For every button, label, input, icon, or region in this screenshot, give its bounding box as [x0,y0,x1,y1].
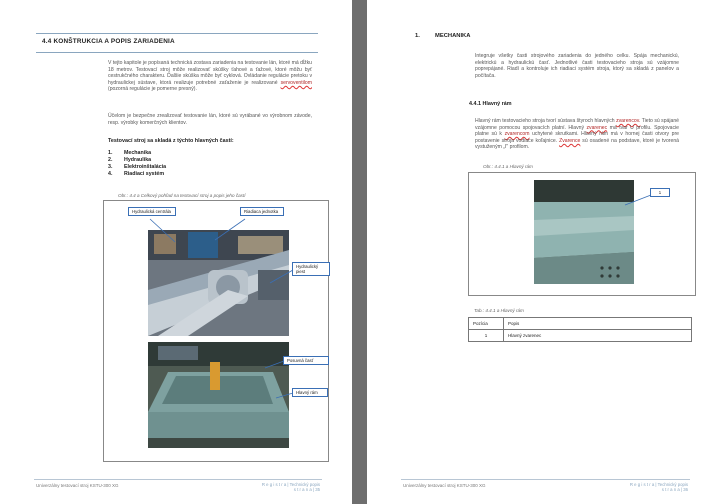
mechanics-intro: Integruje všetky časti strojového zariadenia do jedného celku. Spája mechanickú, elektrickú a hydraulickú časť. Jednotlivé časti testovacieho stroja sú vzájomne poprepájané. Riadí a kontroluje ich riadiaci systém stroja, ktorý sa skladá z panelov a počítača. [475,53,679,79]
list-item: 1. Mechanika [108,150,152,156]
callout-position-1: 1 [650,188,670,197]
table-row: 1 Hlavný zvarenec [469,330,692,342]
footer-meta: R e g i s t r a | Technický popis s t r a n a | 36 [629,482,688,492]
parts-table [468,317,692,342]
list-item: 2. Hydraulika [108,157,152,163]
callout-lines [0,0,352,504]
callout-lines [367,0,720,504]
list-heading: Testovací stroj sa skladá z týchto hlavných častí: [108,138,234,144]
page-number: s t r a n a | 36 [661,487,688,492]
list-item: 4. Riadiaci systém [108,171,165,177]
footer-product: Univerzálny testovací stroj KSTU-300 XG [403,483,486,488]
list-item: 3. Elektroinštalácia [108,164,167,170]
subsection-heading: 4.4.1 Hlavný rám [469,101,512,107]
footer [34,479,322,492]
frame-paragraph: Hlavný rám testovacieho stroja tvorí sústava štyroch hlavných zvarencov. Tieto sú spájané vzájomne pomocou spojovacích platní. Hlavný zvarenec má tvar U profilu. Spojovacie platne sú k zvarencom uchytené skrutkami. Hlavný rám má v hornej časti otvory pre postavenie stroja vodiace koľajnice. Zvarence sú osadené na podstave, ktoré je tvorená vystuženým „I" profilom. [475,118,680,151]
footer-product: Univerzálny testovací stroj KSTU-300 XG [36,483,119,488]
callout-hydraulic-cylinder: Hydraulický piest [292,262,330,276]
right-page [367,0,720,504]
page-number: s t r a n a | 35 [293,487,320,492]
section-heading: 4.4 KONŠTRUKCIA A POPIS ZARIADENIA [42,38,175,45]
table-caption: Tab.: 4.4.1 a Hlavný rám [474,308,524,313]
figure-caption: Obr.: 4.4 a Celkový pohľad na testovací stroj a popis jeho častí [118,193,246,198]
callout-hydraulic-unit: Hydraulická centrála [128,207,176,216]
callout-control-unit: Riadiaca jednotka [240,207,284,216]
spellcheck-word: servoventilom [280,79,312,86]
footer [401,479,690,492]
figure-caption: Obr.: 4.4.1 a Hlavný rám [483,164,533,169]
chapter-title: MECHANIKA [435,33,471,39]
callout-sliding-part: Posuvná časť [283,356,329,365]
left-page [0,0,352,504]
callout-main-frame: Hlavný rám [292,388,328,397]
chapter-number: 1. [415,33,420,39]
intro-paragraph: V tejto kapitole je popísaná technická zostava zariadenia na testovanie lán, ktoré má dĺžku 18 metrov. Testovací stroj môže realizovať skúšky ťahové a ťažové, ktoré môžu byť cestrukčného charakteru. Ďalšie skúška môže byť cyklová. Ovládanie regulácie pretoku v hydraulickej sústave, ktorá realizuje potrebné zaťaženie je realizované servoventilom (pozorná regulácie je pomerne presný). [108,60,312,93]
purpose-paragraph: Účelom je bezpečne zrealizovať testovanie lán, ktoré sú vyrábané vo výrobnom závode, resp. výrobky komerčných klientov. [108,113,312,126]
footer-meta: R e g i s t r a | Technický popis s t r a n a | 35 [261,482,320,492]
table-header-row: Pozícia Popis [469,318,692,330]
